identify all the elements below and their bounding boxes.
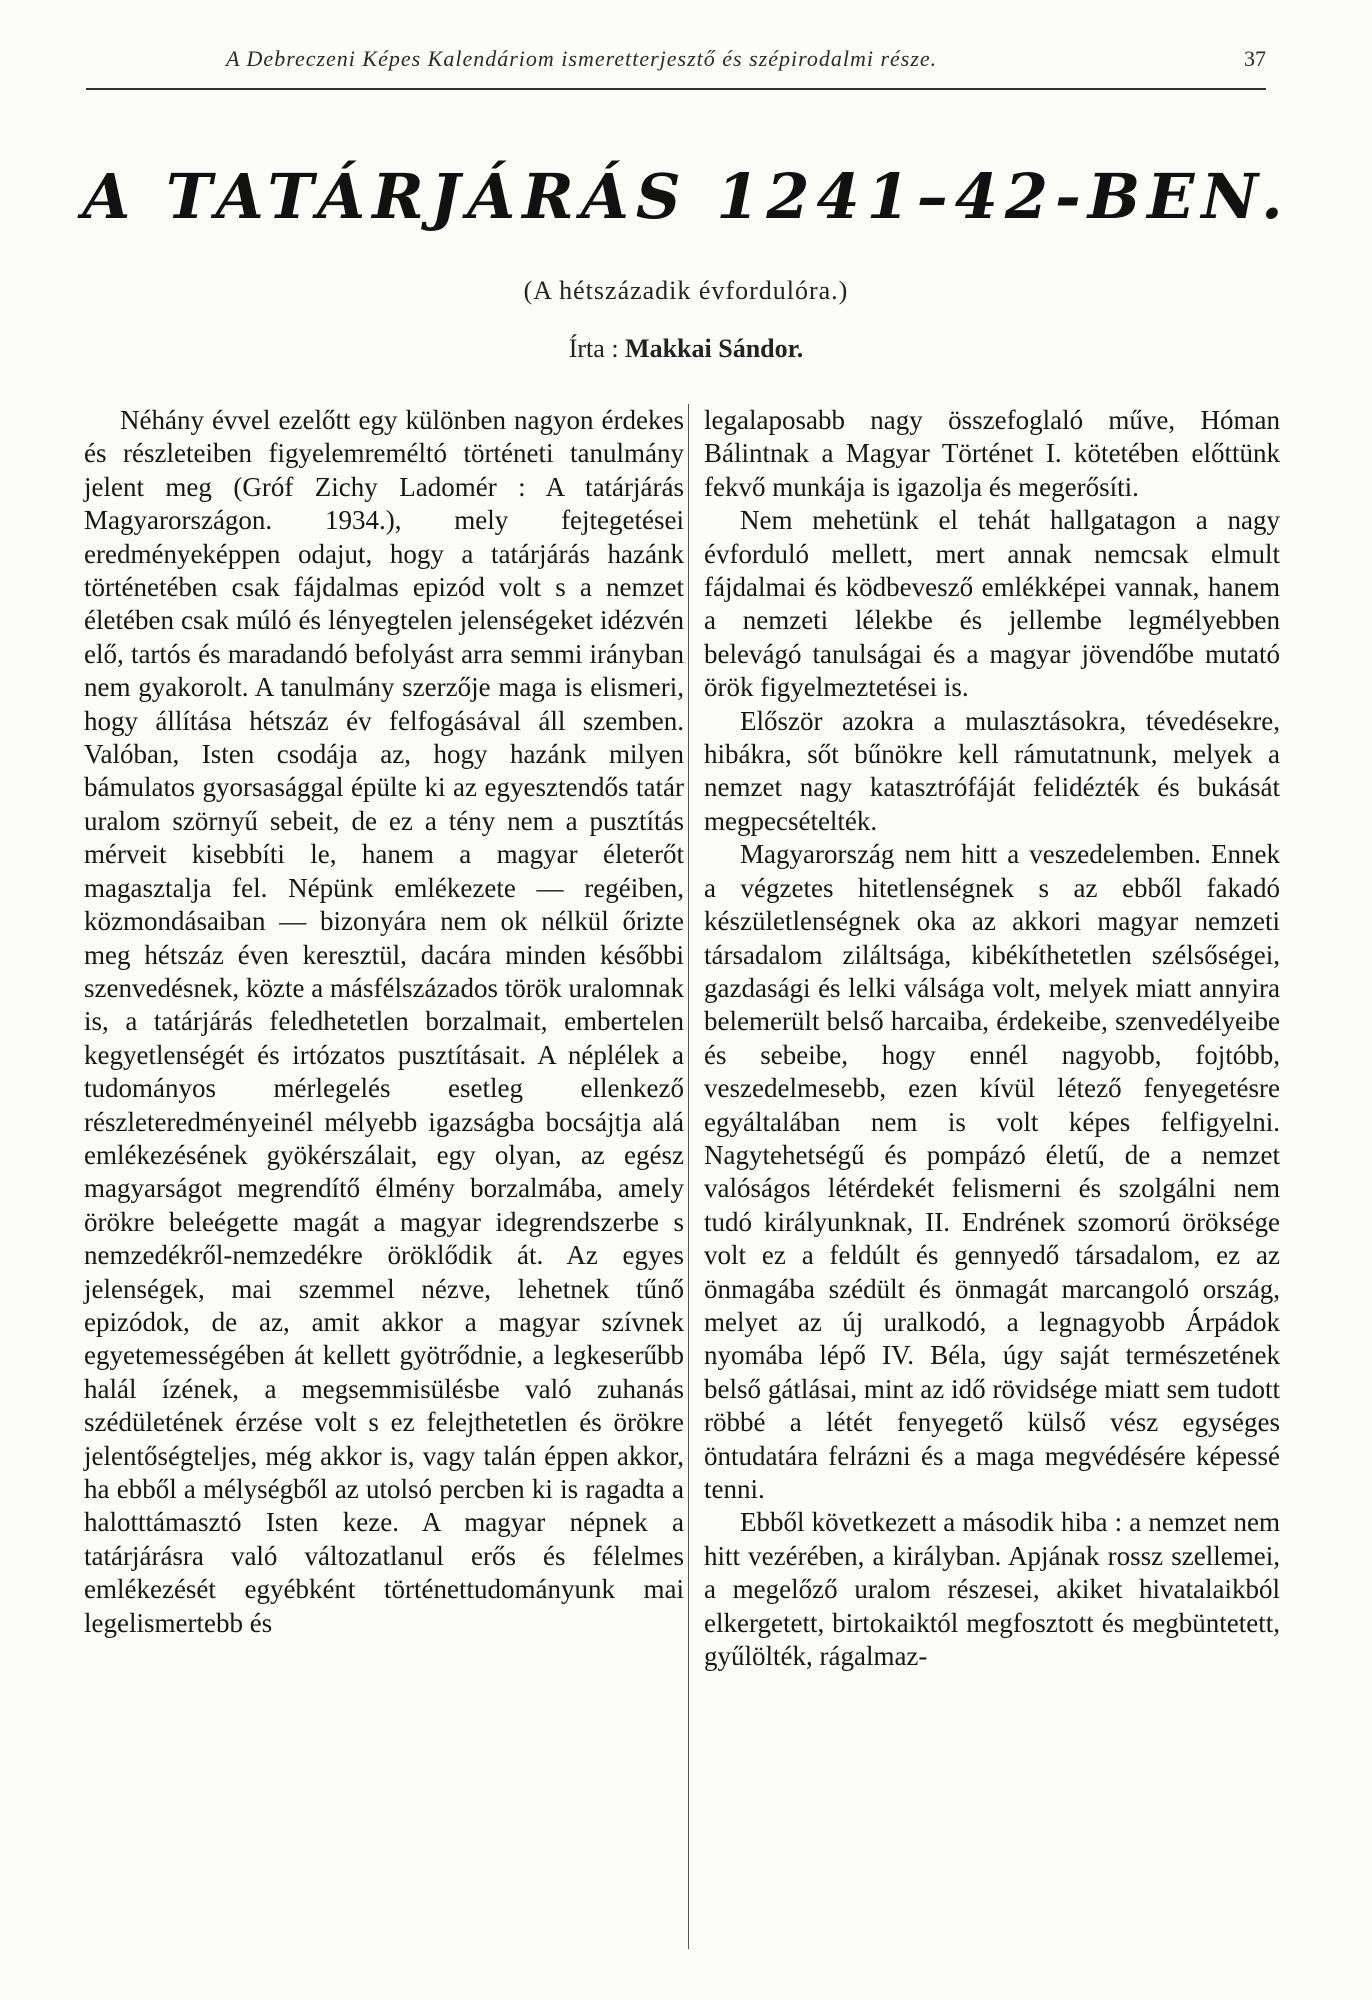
header-rule bbox=[86, 88, 1266, 90]
byline bbox=[0, 334, 1372, 364]
right-column bbox=[704, 404, 1280, 1673]
left-column bbox=[84, 404, 684, 1640]
page-number: 37 bbox=[1244, 46, 1266, 71]
article-subtitle: (A hétszázadik évfordulóra.) bbox=[523, 276, 849, 305]
author-name: Makkai Sándor. bbox=[625, 334, 804, 363]
byline-prefix: Írta : bbox=[568, 334, 619, 363]
column-divider bbox=[688, 404, 689, 1949]
paragraph: Néhány évvel ezelőtt egy különben nagyon érdekes és részleteiben figyelemreméltó történeti tanulmány jelent meg (Gróf Zichy Ladomér : A tatárjárás Magyarországon. 1934.), mely fejtegetései eredményeképpen odajut, hogy a tatárjárás hazánk történetében csak fájdalmas epizód volt s a nemzet életében csak múló és lényegtelen jelenségeket idézvén elő, tartós és maradandó befolyást arra semmi irányban nem gyakorolt. A tanulmány szerzője maga is elismeri, hogy állítása hétszáz év felfogásával áll szemben. Valóban, Isten csodája az, hogy hazánk milyen bámulatos gyorsasággal épülte ki az egyesztendős tatár uralom szörnyű sebeit, de ez a tény nem a pusztítás mérveit kisebbíti le, hanem a magyar életerőt magasztalja fel. Népünk emlékezete — regéiben, közmondásaiban — bizonyára nem ok nélkül őrizte meg hétszáz éven keresztül, dacára minden későbbi szenvedésnek, közte a másfélszázados török uralomnak is, a tatárjárás feledhetetlen borzalmait, embertelen kegyetlenségét és irtózatos pusztításait. A néplélek a tudományos mérlegelés esetleg ellenkező részleteredményeinél mélyebb igazságba bocsájtja alá emlékezésének gyökérszálait, egy olyan, az egész magyarságot megrendítő élmény borzalmába, amely örökre beleégette magát a magyar idegrendszerbe s nemzedékről-nemzedékre öröklődik át. Az egyes jelenségek, mai szemmel nézve, lehetnek tűnő epizódok, de az, amit akkor a magyar szívnek egyetemességében át kellett gyötrődnie, a legkeserűbb halál ízének, a megsemmisülésbe való zuhanás szédületének érzése volt s ez felejthetetlen és örökre jelentőségteljes, még akkor is, vagy talán éppen akkor, ha ebből a mélységből az utolsó percben ki is ragadta a halotttámasztó Isten keze. A magyar népnek a tatárjárásra való változatlanul erős és félelmes emlékezését egyébként történettudományunk mai legelismertebb és bbox=[84, 405, 684, 1638]
article-title: A TATÁRJÁRÁS 1241–42-BEN. bbox=[82, 160, 1290, 233]
paragraph: Magyarország nem hitt a veszedelemben. Ennek a végzetes hitetlenségnek s az ebből fakadó készületlenségnek oka az akkori magyar nemzeti társadalom ziláltsága, kibékíthetetlen szélsőségei, gazdasági és lelki válsága volt, melyek miatt annyira belemerült belső harcaiba, érdekeibe, szenvedélyeibe és sebeibe, hogy ennél nagyobb, fojtóbb, veszedelmesebb, ezen kívül létező fenyegetésre egyáltalában nem is volt képes felfigyelni. Nagytehetségű és pompázó életű, de a nemzet valóságos létérdekét felismerni és szolgálni nem tudó királyunknak, II. Endrének szomorú öröksége volt ez a feldúlt és gennyedő társadalom, ez az önmagába szédült és önmagát marcangoló ország, melyet az új uralkodó, a legnagyobb Árpádok nyomába lépő IV. Béla, úgy saját természetének belső gátlásai, mint az idő rövidsége miatt sem tudott röbbé a létét fenyegető külső vész egységes öntudatára felrázni és a maga megvédésére képessé tenni. bbox=[704, 839, 1280, 1504]
running-head-title: A Debreczeni Képes Kalendáriom ismeretterjesztő és szépirodalmi része. bbox=[226, 46, 938, 71]
paragraph: Nem mehetünk el tehát hallgatagon a nagy évforduló mellett, mert annak nemcsak elmult fájdalmai és ködbevesző emlékképei vannak, hanem a nemzeti lélekbe és jellembe legmélyebben belevágó tanulságai és a magyar jövendőbe mutató örök figyelmeztetései is. bbox=[704, 505, 1280, 703]
paragraph: Először azokra a mulasztásokra, tévedésekre, hibákra, sőt bűnökre kell rámutatnunk, melyek a nemzet nagy katasztrófáját felidézték és bukását megpecsételték. bbox=[704, 705, 1280, 836]
paragraph: Ebből következett a második hiba : a nemzet nem hitt vezérében, a királyban. Apjának rossz szellemei, a megelőző uralom részesei, akiket hivatalaikból elkergetett, birtokaiktól megfosztott és megbüntetett, gyűlölték, rágalmaz- bbox=[704, 1507, 1280, 1672]
running-head bbox=[86, 46, 1266, 86]
paragraph: legalaposabb nagy összefoglaló műve, Hóman Bálintnak a Magyar Történet I. kötetében előttünk fekvő munkája is igazolja és megerősíti. bbox=[704, 405, 1280, 502]
